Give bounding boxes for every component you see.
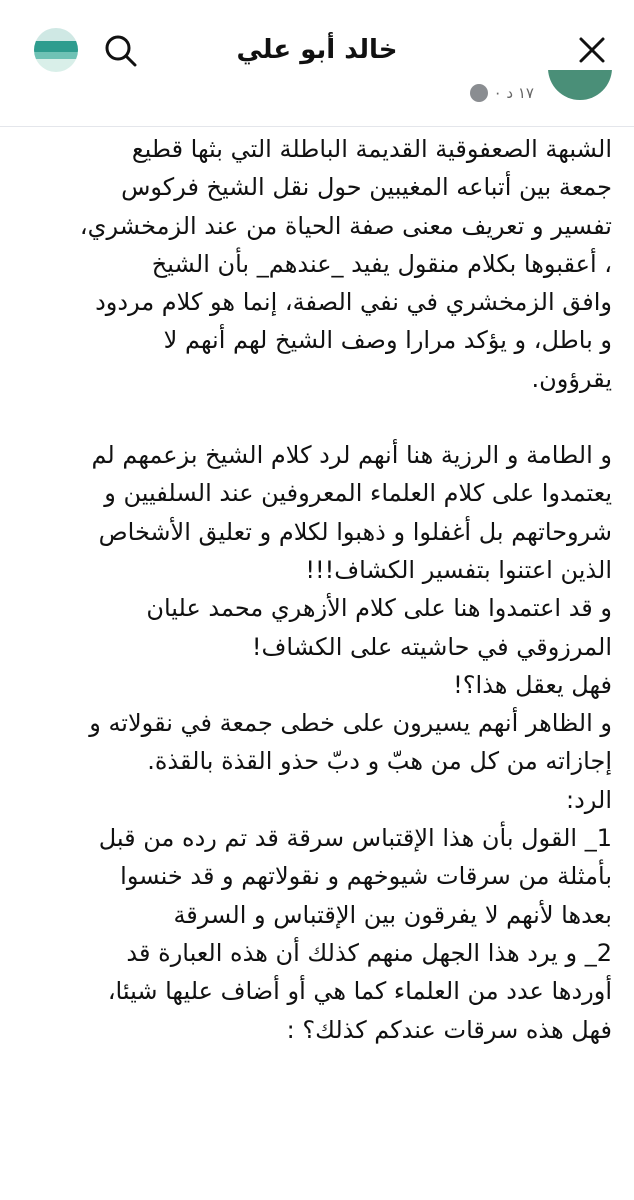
post-text xyxy=(22,130,612,1049)
post-meta xyxy=(470,80,534,106)
post-line: ، أعقبوها بكلام منقول يفيد _عندهم_ بأن الشيخ xyxy=(151,249,612,278)
post-line: وافق الزمخشري في نفي الصفة، إنما هو كلام مردود xyxy=(95,288,612,317)
post-line: فهل هذه سرقات عندكم كذلك؟ : xyxy=(286,1015,612,1044)
post-line: تفسير و تعريف معنى صفة الحياة من عند الزمخشري، xyxy=(79,211,612,240)
author-avatar[interactable] xyxy=(548,70,612,100)
post-line: يقرؤون. xyxy=(531,364,612,393)
post-line: و الطامة و الرزية هنا أنهم لرد كلام الشيخ بزعمهم لم xyxy=(91,441,612,470)
post-line: الذين اعتنوا بتفسير الكشاف!!! xyxy=(305,555,612,584)
post-line: أوردها عدد من العلماء كما هي أو أضاف عليها شيئا، xyxy=(107,977,612,1006)
search-icon xyxy=(103,33,139,69)
divider xyxy=(0,126,634,127)
post-line: و باطل، و يؤكد مرارا وصف الشيخ لهم أنهم لا xyxy=(163,326,612,355)
post-header xyxy=(0,70,634,126)
post-line: بعدها لأنهم لا يفرقون بين الإقتباس و السرقة xyxy=(173,900,612,929)
post-line: و الظاهر أنهم يسيرون على خطى جمعة في نقولاته و xyxy=(89,709,612,738)
post-line: 2_ و يرد هذا الجهل منهم كذلك أن هذه العبارة قد xyxy=(126,938,612,967)
post-line: الشبهة الصعفوقية القديمة الباطلة التي بثها قطيع xyxy=(131,135,612,163)
globe-icon xyxy=(470,84,488,102)
post-line: و قد اعتمدوا هنا على كلام الأزهري محمد عليان xyxy=(146,594,612,623)
page-title: خالد أبو علي xyxy=(236,35,398,65)
post-line: فهل يعقل هذا؟! xyxy=(453,670,612,699)
post-line: المرزوقي في حاشيته على الكشاف! xyxy=(251,632,612,661)
post-line: جمعة بين أتباعه المغيبين حول نقل الشيخ فركوس xyxy=(121,173,612,202)
post-line: بأمثلة من سرقات شيوخهم و نقولاتهم و قد خنسوا xyxy=(120,862,612,891)
search-button[interactable] xyxy=(100,30,142,72)
paragraph-gap xyxy=(22,398,612,436)
profile-avatar[interactable] xyxy=(34,28,78,72)
post-time: ١٧ د ٠ xyxy=(493,84,534,102)
post-line: يعتمدوا على كلام العلماء المعروفين عند السلفيين و xyxy=(104,479,612,508)
post-line: إجازاته من كل من هبّ و دبّ حذو القذة بالقذة. xyxy=(147,747,612,776)
post-line: الرد: xyxy=(566,785,612,814)
post-line: شروحاتهم بل أغفلوا و ذهبوا لكلام و تعليق الأشخاص xyxy=(98,517,612,546)
post-line: 1_ القول بأن هذا الإقتباس سرقة قد تم رده من قبل xyxy=(98,824,612,853)
